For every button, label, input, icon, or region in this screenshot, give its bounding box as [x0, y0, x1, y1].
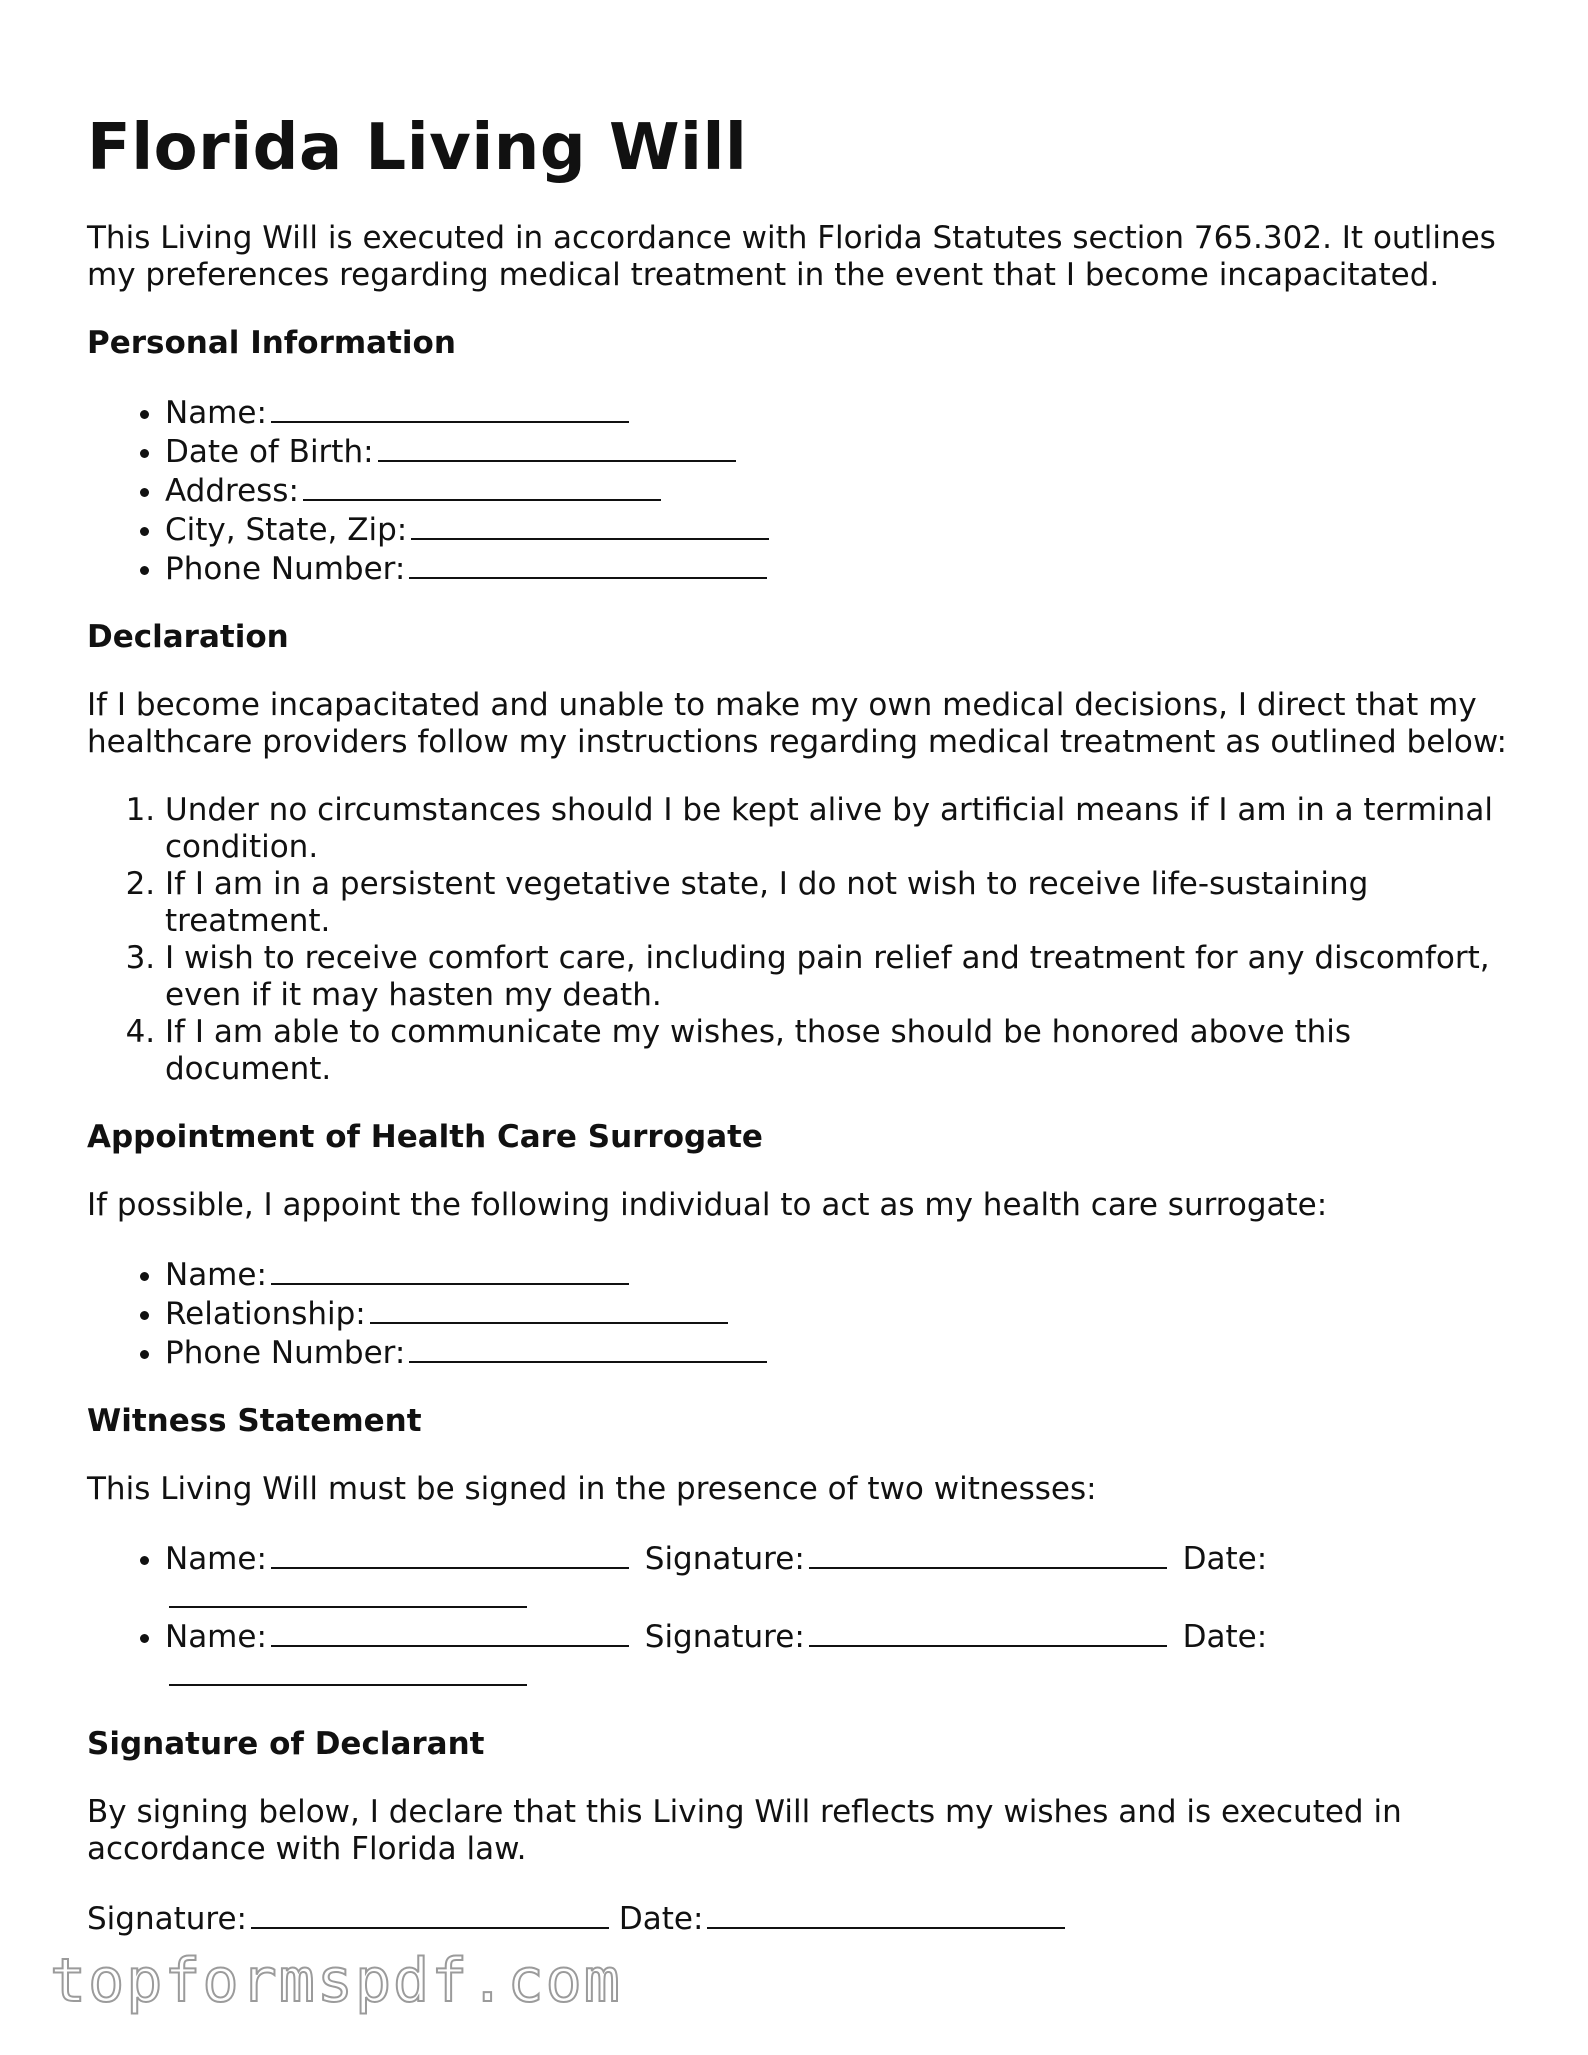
field-label: Date of Birth: — [165, 434, 374, 470]
personal-field-city — [165, 510, 1507, 549]
declaration-paragraph: If I become incapacitated and unable to make my own medical decisions, I direct that my healthcare providers follow my instructions regarding medical treatment as outlined below: — [87, 687, 1507, 760]
witness-row — [165, 1617, 1507, 1695]
declaration-item: 3. I wish to receive comfort care, including pain relief and treatment for any discomfort, even if it may hasten my death. — [165, 940, 1507, 1014]
personal-field-address — [165, 471, 1507, 510]
witness-heading: Witness Statement — [87, 1403, 422, 1439]
personal-field-dob — [165, 432, 1507, 471]
watermark: topformspdf.com — [50, 1946, 622, 2016]
witness-name-label: Name: — [165, 1541, 267, 1577]
witness-signature-label: Signature: — [644, 1541, 805, 1577]
field-label: Relationship: — [165, 1296, 366, 1332]
declaration-heading: Declaration — [87, 619, 289, 655]
personal-field-name — [165, 393, 1507, 432]
dob-blank[interactable] — [378, 432, 736, 462]
intro-paragraph: This Living Will is executed in accordance with Florida Statutes section 765.302. It outlines my preferences regarding medical treatment in the event that I become incapacitated. — [87, 220, 1496, 293]
surrogate-field-name — [165, 1255, 1507, 1294]
witness-signature-blank[interactable] — [809, 1617, 1167, 1647]
declarant-signature-line — [87, 1899, 1507, 1938]
personal-info-list — [87, 393, 1507, 588]
field-label: Address: — [165, 473, 299, 509]
surrogate-phone-blank[interactable] — [409, 1333, 767, 1363]
declarant-date-blank[interactable] — [707, 1899, 1065, 1929]
field-label: Phone Number: — [165, 551, 406, 587]
name-blank[interactable] — [271, 393, 629, 423]
witness-date-blank[interactable] — [169, 1578, 527, 1608]
surrogate-name-blank[interactable] — [271, 1255, 629, 1285]
field-label: Phone Number: — [165, 1335, 406, 1371]
field-label: Name: — [165, 395, 267, 431]
city-state-zip-blank[interactable] — [411, 510, 769, 540]
surrogate-list — [87, 1255, 1507, 1372]
field-label: City, State, Zip: — [165, 512, 408, 548]
document-page — [87, 108, 1507, 1938]
address-blank[interactable] — [303, 471, 661, 501]
surrogate-heading: Appointment of Health Care Surrogate — [87, 1119, 763, 1155]
witness-signature-blank[interactable] — [809, 1539, 1167, 1569]
declaration-item: 1. Under no circumstances should I be kept alive by artificial means if I am in a terminal condition. — [165, 792, 1507, 866]
declaration-list — [87, 792, 1507, 1088]
declarant-heading: Signature of Declarant — [87, 1726, 485, 1762]
declarant-paragraph: By signing below, I declare that this Living Will reflects my wishes and is executed in accordance with Florida law. — [87, 1794, 1402, 1867]
personal-info-heading: Personal Information — [87, 325, 456, 361]
phone-blank[interactable] — [409, 549, 767, 579]
field-label: Name: — [165, 1257, 267, 1293]
witness-signature-label: Signature: — [644, 1619, 805, 1655]
document-title: Florida Living Will — [87, 111, 748, 185]
surrogate-field-phone — [165, 1333, 1507, 1372]
surrogate-field-relationship — [165, 1294, 1507, 1333]
declarant-date-label: Date: — [618, 1901, 704, 1937]
witness-date-label: Date: — [1182, 1619, 1268, 1655]
witness-name-blank[interactable] — [271, 1617, 629, 1647]
witness-date-blank[interactable] — [169, 1656, 527, 1686]
witness-row — [165, 1539, 1507, 1617]
surrogate-paragraph: If possible, I appoint the following individual to act as my health care surrogate: — [87, 1187, 1328, 1223]
declaration-item: 4. If I am able to communicate my wishes, those should be honored above this document. — [165, 1014, 1507, 1088]
witness-paragraph: This Living Will must be signed in the presence of two witnesses: — [87, 1471, 1097, 1507]
witness-date-label: Date: — [1182, 1541, 1268, 1577]
witness-name-label: Name: — [165, 1619, 267, 1655]
declarant-signature-blank[interactable] — [251, 1899, 609, 1929]
declaration-item: 2. If I am in a persistent vegetative state, I do not wish to receive life-sustaining treatment. — [165, 866, 1507, 940]
witness-name-blank[interactable] — [271, 1539, 629, 1569]
relationship-blank[interactable] — [370, 1294, 728, 1324]
declarant-signature-label: Signature: — [87, 1901, 247, 1937]
personal-field-phone — [165, 549, 1507, 588]
witness-list — [87, 1539, 1507, 1695]
